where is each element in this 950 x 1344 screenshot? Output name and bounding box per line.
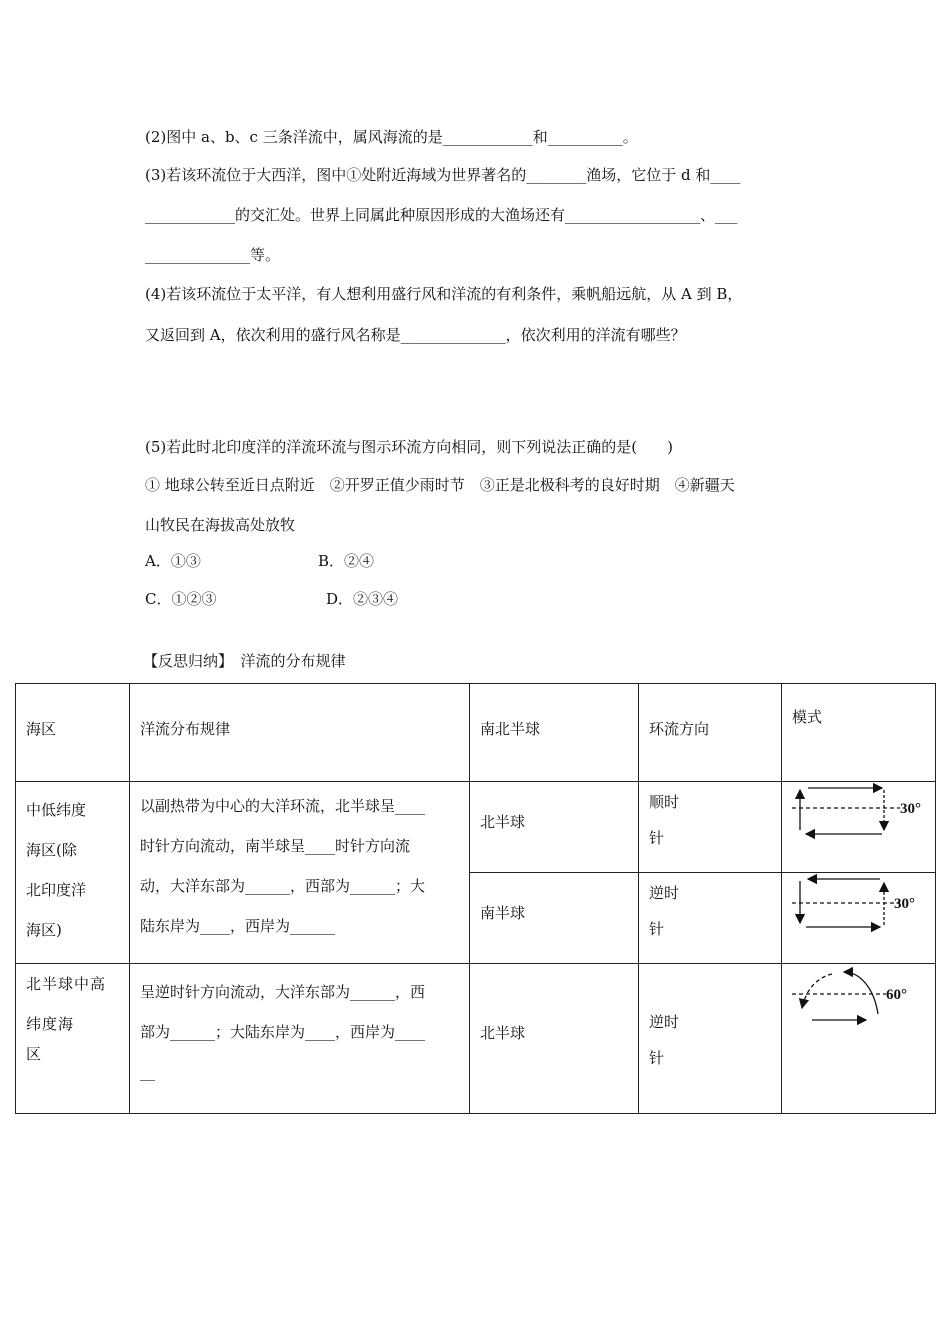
header-direction: 环流方向: [639, 684, 782, 782]
latitude-label: 30°: [894, 896, 915, 912]
question-5-line-2: ① 地球公转至近日点附近 ②开罗正值少雨时节 ③正是北极科考的良好时期 ④新疆天: [145, 476, 735, 494]
hemisphere-north: 北半球: [470, 782, 639, 873]
direction-counterclockwise: 逆时 针: [639, 873, 782, 964]
question-3-line-3: ______________等。: [145, 246, 281, 264]
header-hemisphere: 南北半球: [470, 684, 639, 782]
option-b[interactable]: B．②④: [318, 552, 375, 570]
arrow-south-arc: [802, 974, 832, 1008]
option-a[interactable]: A．①③: [145, 552, 201, 570]
question-4-line-1: (4)若该环流位于太平洋，有人想利用盛行风和洋流的有利条件，乘帆船远航，从 A 到 B，: [145, 285, 743, 303]
question-2: (2)图中 a、b、c 三条洋流中，属风海流的是____________和__________。: [145, 128, 638, 146]
table-row: [16, 964, 936, 1114]
latitude-label: 60°: [886, 987, 907, 1003]
model-subpolar-gyre: [782, 964, 936, 1114]
question-3-line-2: ____________的交汇处。世界上同属此种原因形成的大渔场还有__________________、___: [145, 206, 738, 224]
clockwise-gyre-diagram: [782, 782, 934, 868]
model-southern-subtropical-gyre: [782, 873, 936, 964]
arrow-west-arc: [844, 972, 878, 1014]
hemisphere-south: 南半球: [470, 873, 639, 964]
table-row: [16, 782, 936, 873]
rule-low-mid-latitude: 以副热带为中心的大洋环流，北半球呈____ 时针方向流动，南半球呈____时针方向流 动，大洋东部为______，西部为______；大 陆东岸为____，西岸为______: [130, 782, 470, 964]
latitude-label: 30°: [900, 801, 921, 817]
header-region: 海区: [16, 684, 130, 782]
header-rule: 洋流分布规律: [130, 684, 470, 782]
subpolar-gyre-diagram: [782, 964, 934, 1044]
question-5-line-1: (5)若此时北印度洋的洋流环流与图示环流方向相同，则下列说法正确的是( ): [145, 438, 673, 456]
summary-heading: 【反思归纳】 洋流的分布规律: [143, 652, 346, 670]
model-northern-subtropical-gyre: [782, 782, 936, 873]
option-d[interactable]: D．②③④: [326, 590, 399, 608]
hemisphere-north-high: 北半球: [470, 964, 639, 1114]
table-header-row: [16, 684, 936, 782]
region-low-mid-latitude: 中低纬度 海区(除 北印度洋 海区): [16, 782, 130, 964]
rule-north-mid-high-latitude: 呈逆时针方向流动，大洋东部为______，西 部为______；大陆东岸为____，西岸为____ __: [130, 964, 470, 1114]
region-north-mid-high-latitude: 北半球中高 纬度海 区: [16, 964, 130, 1114]
question-4-line-2: 又返回到 A，依次利用的盛行风名称是______________，依次利用的洋流有哪些？: [145, 326, 686, 344]
counterclockwise-gyre-diagram: [782, 873, 934, 959]
question-5-line-3: 山牧民在海拔高处放牧: [145, 516, 296, 534]
direction-clockwise: 顺时 针: [639, 782, 782, 873]
header-model: 模式: [782, 684, 936, 782]
option-c[interactable]: C．①②③: [145, 590, 217, 608]
direction-counterclockwise-high: 逆时 针: [639, 964, 782, 1114]
question-3-line-1: (3)若该环流位于大西洋，图中①处附近海域为世界著名的________渔场，它位于 d 和____: [145, 166, 741, 184]
current-distribution-table: [15, 683, 936, 1114]
